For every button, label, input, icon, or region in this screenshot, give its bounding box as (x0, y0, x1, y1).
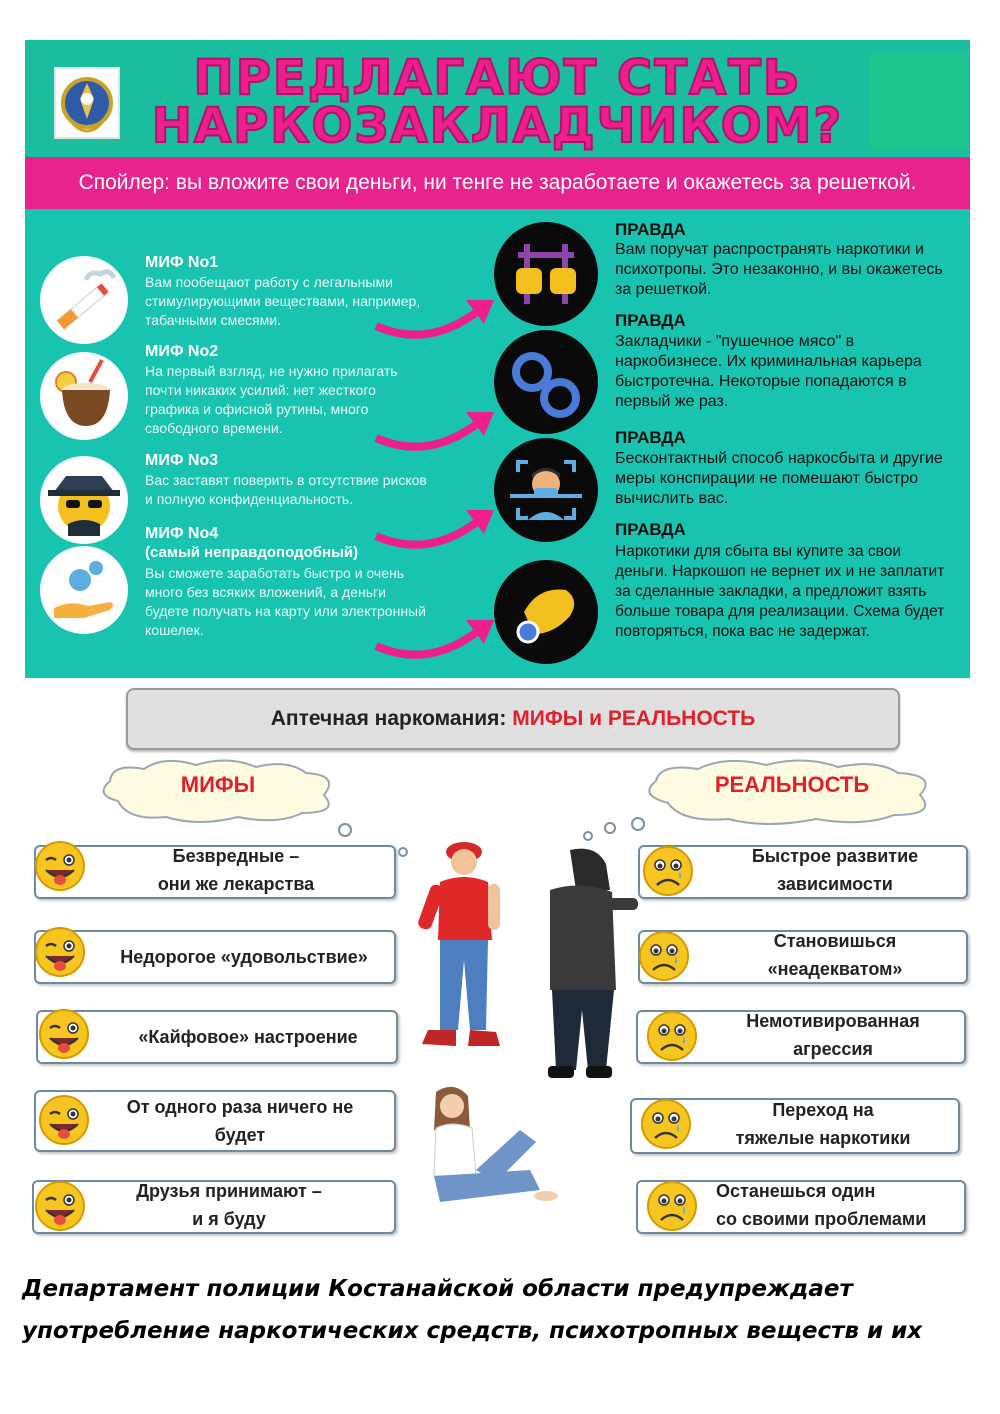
banner-highlight: МИФЫ и РЕАЛЬНОСТЬ (512, 707, 756, 730)
myth-4-title: МИФ No4 (145, 525, 219, 542)
poster-title-line-2: НАРКОЗАКЛАДЧИКОМ? (151, 98, 844, 154)
myth-box-text: Безвредные – они же лекарства (157, 846, 315, 894)
drug-courier-poster (25, 40, 970, 678)
footer-warning (22, 1268, 982, 1352)
hand-coin-icon (494, 560, 598, 664)
myth-box (34, 845, 396, 899)
truth-1-text: Вам поручат распространять наркотики и психотропы. Это незаконно, и вы окажетесь за решеткой. (615, 241, 943, 298)
myth-box (32, 1180, 396, 1234)
reality-box-text: Быстрое развитие зависимости (751, 846, 919, 894)
coconut-cocktail-icon (40, 352, 128, 440)
winking-smiley-icon (34, 1180, 86, 1232)
reality-box-text: Становишься «неадекватом» (767, 931, 903, 979)
winking-smiley-icon (34, 840, 86, 892)
hooded-figure (548, 849, 638, 1078)
handcuffs-icon (494, 330, 598, 434)
sad-smiley-icon (646, 1010, 698, 1062)
truth-4-title: ПРАВДА (615, 520, 686, 539)
spoiler-bar (25, 157, 970, 209)
myth-box (34, 930, 396, 984)
winking-smiley-icon (38, 1008, 90, 1060)
myth-1-text: Вам пообещают работу с легальными стимулирующими веществами, например, табачными смесями. (145, 274, 421, 328)
infographic-banner (126, 688, 900, 750)
reality-box-text: Останешься один со своими проблемами (716, 1181, 927, 1229)
myth-4-subtitle: (самый неправдоподобный) (145, 544, 359, 561)
spoiler-text: Спойлер: вы вложите свои деньги, ни тенге не заработаете и окажетесь за решеткой. (78, 171, 917, 194)
arrow-icon (370, 610, 500, 670)
truth-3-title: ПРАВДА (615, 428, 686, 447)
myth-3-title: МИФ No3 (145, 452, 219, 469)
banner-title: Аптечная наркомания: (270, 707, 513, 730)
boy-in-red-figure (417, 842, 500, 1046)
reality-label: РЕАЛЬНОСТЬ (714, 772, 870, 797)
sad-smiley-icon (642, 845, 694, 897)
truth-3-text: Бесконтактный способ наркосбыта и другие меры конспирации не помешают быстро вычислить вас. (615, 450, 943, 507)
myth-1-title: МИФ No1 (145, 254, 219, 271)
arrow-icon (370, 290, 500, 350)
sitting-girl-figure (434, 1087, 558, 1202)
reality-box-text: Немотивированная агрессия (746, 1011, 920, 1059)
teenagers-illustration (400, 830, 640, 1240)
footer-line-2: употребление наркотических средств, психотропных веществ и их (22, 1318, 923, 1344)
myth-3-text: Вас заставят поверить в отсутствие рисков и полную конфиденциальность. (145, 472, 427, 507)
truth-1-title: ПРАВДА (615, 220, 686, 239)
jail-fists-icon (494, 222, 598, 326)
myth-4-text: Вы сможете заработать быстро и очень много без всяких вложений, а деньги будете получать на карту или электронный кошелек. (145, 565, 426, 638)
myth-box-text: «Кайфовое» настроение (138, 1027, 358, 1047)
reality-box-text: Переход на тяжелые наркотики (735, 1100, 911, 1148)
truth-4-text: Наркотики для сбыта вы купите за свои деньги. Наркошоп не вернет их и не заплатит за сделанные закладки, а предложит взять больше товара для реализации. Схема будет повторяться, пока вас не задержат. (615, 543, 945, 640)
cigarette-icon (40, 256, 128, 344)
decorative-green-block (870, 54, 968, 149)
truth-2-title: ПРАВДА (615, 311, 686, 330)
footer-line-1: Департамент полиции Костанайской области предупреждает (22, 1276, 853, 1302)
myth-box-text: Друзья принимают – и я буду (136, 1181, 322, 1229)
myth-box-text: От одного раза ничего не будет (126, 1097, 354, 1145)
myth-box-text: Недорогое «удовольствие» (120, 947, 368, 967)
poster-title-line-1: ПРЕДЛАГАЮТ СТАТЬ (193, 50, 802, 106)
myth-2-title: МИФ No2 (145, 343, 219, 360)
face-scan-icon (494, 438, 598, 542)
poster-header (25, 40, 970, 157)
myths-label: МИФЫ (180, 772, 256, 797)
spy-icon (40, 456, 128, 544)
coin-hand-icon (40, 546, 128, 634)
truth-2-text: Закладчики - "пушечное мясо" в наркобизнесе. Их криминальная карьера быстротечна. Некоторые попадаются в первый же раз. (615, 333, 922, 410)
sad-smiley-icon (646, 1180, 698, 1232)
myth-box (36, 1010, 398, 1064)
winking-smiley-icon (34, 926, 86, 978)
arrow-icon (370, 500, 500, 560)
winking-smiley-icon (38, 1094, 90, 1146)
sad-smiley-icon (638, 930, 690, 982)
sad-smiley-icon (640, 1098, 692, 1150)
arrow-icon (370, 402, 500, 462)
myth-2-text: На первый взгляд, не нужно прилагать почти никаких усилий: нет жесткого графика и офисной рутины, много свободного времени. (145, 363, 398, 436)
